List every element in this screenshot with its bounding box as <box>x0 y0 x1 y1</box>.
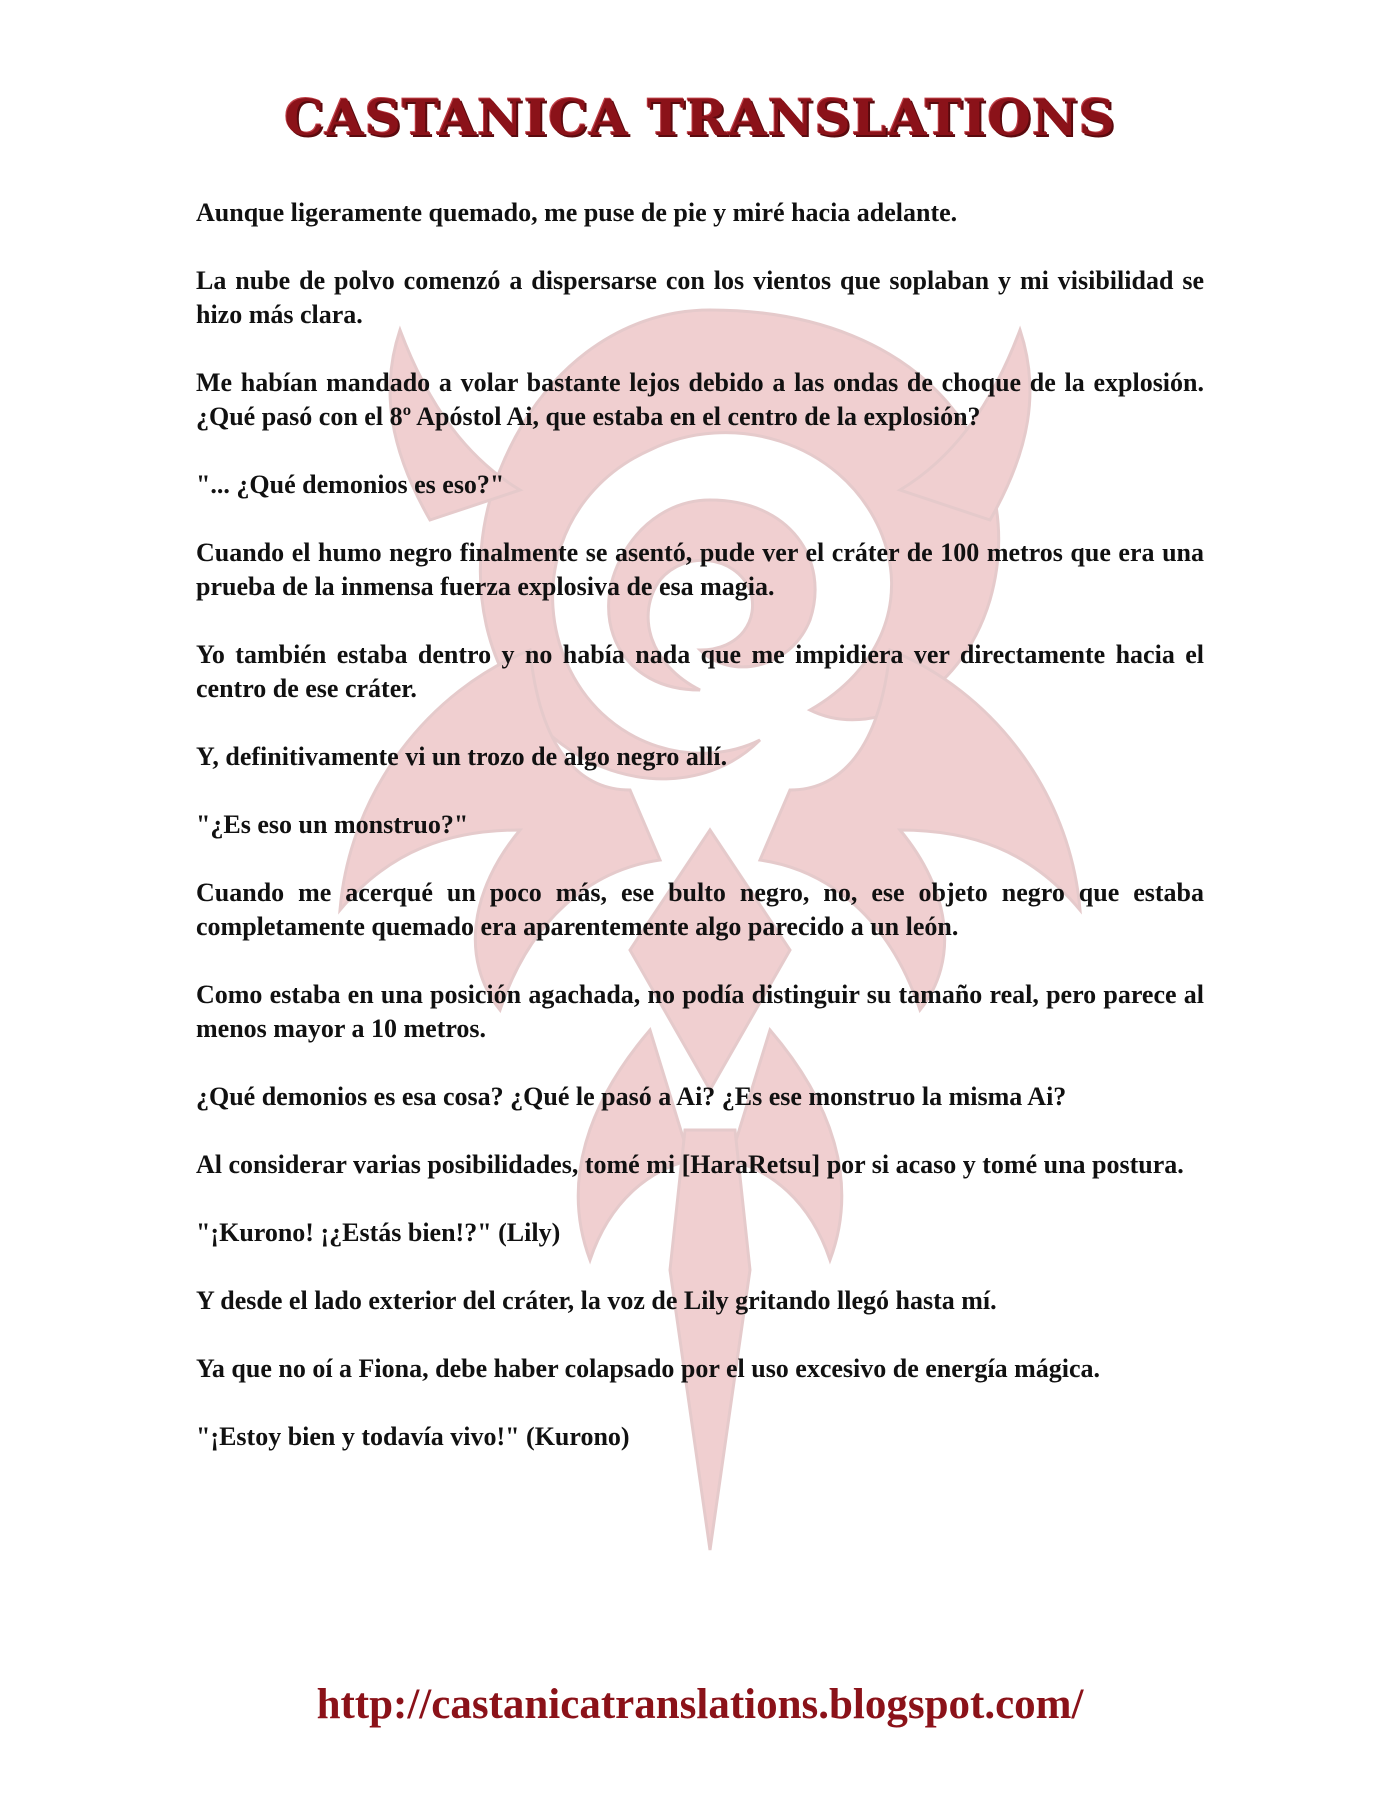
paragraph: Y, definitivamente vi un trozo de algo negro allí. <box>196 742 728 771</box>
paragraph: "¡Estoy bien y todavía vivo!" (Kurono) <box>196 1422 630 1451</box>
paragraph: Ya que no oí a Fiona, debe haber colapsado por el uso excesivo de energía mágica. <box>196 1354 1100 1383</box>
paragraph: "¿Es eso un monstruo?" <box>196 810 469 839</box>
paragraph: Me habían mandado a volar bastante lejos debido a las ondas de choque de la explosión. ¿Qué pasó con el 8º Apóstol Ai, que estaba en el centro de la explosión? <box>196 368 1204 431</box>
paragraph: Yo también estaba dentro y no había nada que me impidiera ver directamente hacia el centro de ese cráter. <box>196 640 1204 703</box>
paragraph: Cuando el humo negro finalmente se asentó, pude ver el cráter de 100 metros que era una prueba de la inmensa fuerza explosiva de esa magia. <box>196 538 1204 601</box>
paragraph: Cuando me acerqué un poco más, ese bulto negro, no, ese objeto negro que estaba completamente quemado era aparentemente algo parecido a un león. <box>196 878 1204 941</box>
paragraph: Y desde el lado exterior del cráter, la voz de Lily gritando llegó hasta mí. <box>196 1286 997 1315</box>
paragraph: "... ¿Qué demonios es eso?" <box>196 470 505 499</box>
paragraph: "¡Kurono! ¡¿Estás bien!?" (Lily) <box>196 1218 561 1247</box>
paragraph: Aunque ligeramente quemado, me puse de pie y miré hacia adelante. <box>196 198 958 227</box>
document-body <box>196 196 1204 1488</box>
paragraph: La nube de polvo comenzó a dispersarse con los vientos que soplaban y mi visibilidad se hizo más clara. <box>196 266 1204 329</box>
paragraph: Como estaba en una posición agachada, no podía distinguir su tamaño real, pero parece al menos mayor a 10 metros. <box>196 980 1204 1043</box>
paragraph: Al considerar varias posibilidades, tomé mi [HaraRetsu] por si acaso y tomé una postura. <box>196 1150 1184 1179</box>
paragraph: ¿Qué demonios es esa cosa? ¿Qué le pasó a Ai? ¿Es ese monstruo la misma Ai? <box>196 1082 1067 1111</box>
footer-url-link[interactable]: http://castanicatranslations.blogspot.com/ <box>316 1681 1084 1728</box>
site-title: CASTANICA TRANSLATIONS <box>284 88 1116 147</box>
